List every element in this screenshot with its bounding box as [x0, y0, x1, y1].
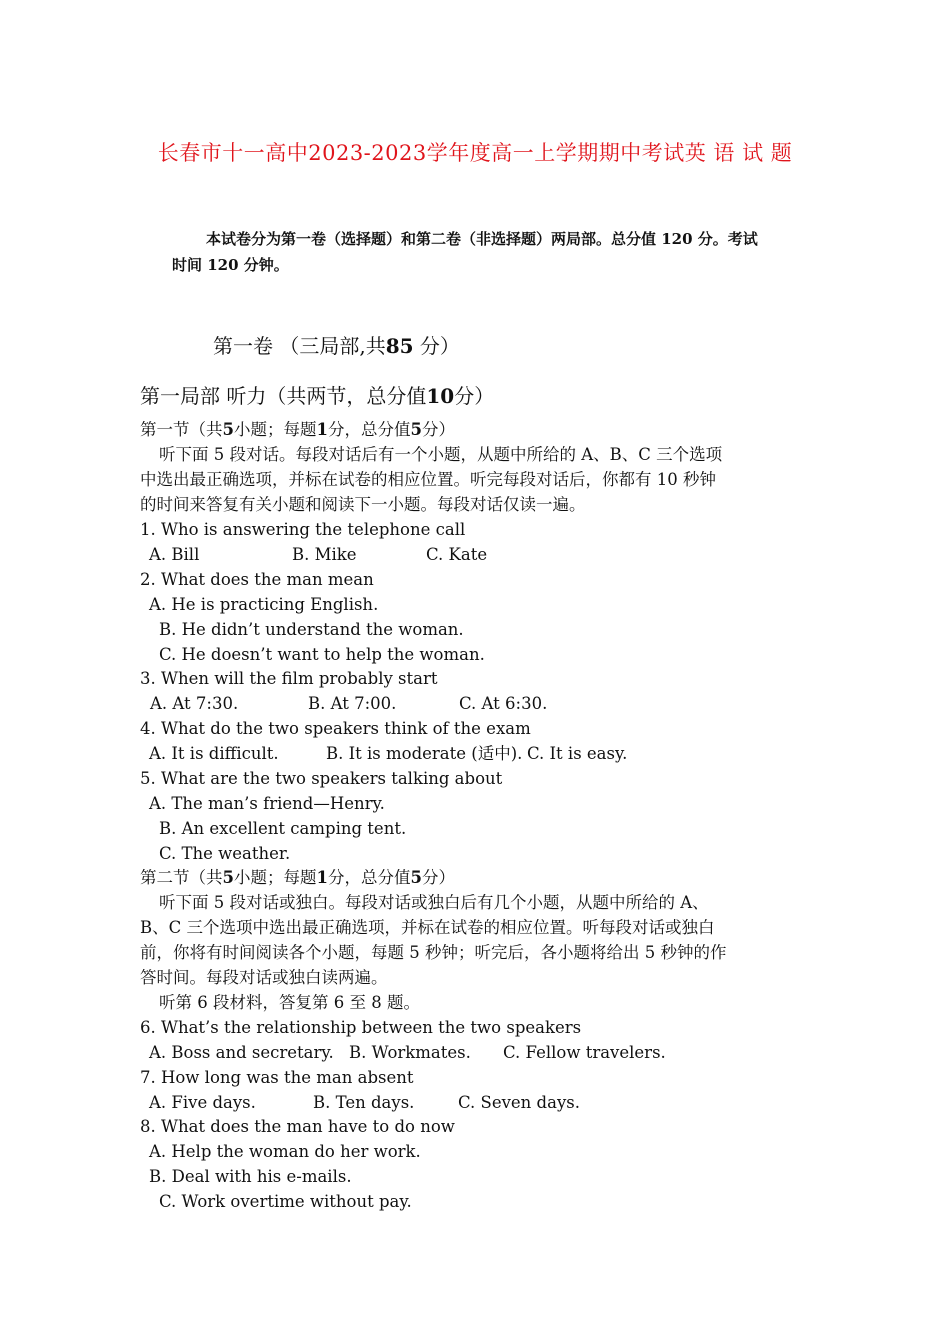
volume-heading — [213, 330, 460, 359]
question-2-stem: 2. What does the man mean — [140, 570, 374, 589]
exam-intro-line-1: 本试卷分为第一卷（选择题）和第二卷（非选择题）两局部。总分值 120 分。考试 — [206, 230, 758, 248]
question-2-option-b: B. He didn’t understand the woman. — [159, 620, 464, 639]
question-1-option-a: A. Bill — [149, 545, 200, 564]
section-1-question-count: 5 — [222, 420, 234, 439]
section-1-instruction-line: 的时间来答复有关小题和阅读下一小题。每段对话仅读一遍。 — [140, 495, 586, 514]
page-title: 长春市十一高中2023-2023学年度高一上学期期中考试英 语 试 题 — [157, 141, 793, 165]
question-2-option-c: C. He doesn’t want to help the woman. — [159, 645, 485, 664]
question-8-option-a: A. Help the woman do her work. — [149, 1142, 421, 1161]
question-3-stem: 3. When will the film probably start — [140, 669, 438, 688]
section-2-heading-text: 分） — [421, 868, 455, 887]
question-6-option-c: C. Fellow travelers. — [503, 1043, 666, 1062]
part-heading-pre: 第一局部 听力（共两节，总分值 — [140, 384, 427, 408]
question-8-option-c: C. Work overtime without pay. — [159, 1192, 412, 1211]
section-2-heading-text: 分，总分值 — [327, 868, 411, 887]
section-2-instruction-line: 答时间。每段对话或独白读两遍。 — [140, 968, 388, 987]
section-2-question-count: 5 — [222, 868, 234, 887]
part-score: 10 — [426, 384, 455, 408]
question-2-option-a: A. He is practicing English. — [149, 595, 379, 614]
volume-heading-post: 分） — [419, 334, 460, 358]
question-5-option-b: B. An excellent camping tent. — [159, 819, 407, 838]
section-2-heading-text: 小题；每题 — [233, 868, 317, 887]
section-1-point-each: 1 — [316, 420, 328, 439]
question-7-option-c: C. Seven days. — [458, 1093, 580, 1112]
question-3-option-b: B. At 7:00. — [308, 694, 397, 713]
question-7-option-b: B. Ten days. — [313, 1093, 415, 1112]
section-1-instruction-line: 听下面 5 段对话。每段对话后有一个小题，从题中所给的 A、B、C 三个选项 — [159, 445, 723, 464]
section-1-heading-text: 小题；每题 — [233, 420, 317, 439]
volume-heading-pre: 第一卷 （三局部,共 — [213, 334, 386, 358]
volume-score: 85 — [385, 334, 414, 358]
section-2-instruction-line: B、C 三个选项中选出最正确选项，并标在试卷的相应位置。听每段对话或独白 — [140, 918, 715, 937]
section-2-material-note: 听第 6 段材料，答复第 6 至 8 题。 — [159, 993, 420, 1012]
question-4-option-a: A. It is difficult. — [149, 744, 279, 763]
question-4-stem: 4. What do the two speakers think of the exam — [140, 719, 531, 738]
part-heading — [140, 380, 494, 409]
section-1-heading — [140, 418, 455, 443]
section-1-heading-text: 第一节（共 — [140, 420, 223, 439]
section-1-total-score: 5 — [410, 420, 422, 439]
question-7-stem: 7. How long was the man absent — [140, 1068, 414, 1087]
question-8-option-b: B. Deal with his e-mails. — [149, 1167, 352, 1186]
question-6-stem: 6. What’s the relationship between the two speakers — [140, 1018, 582, 1037]
section-2-instruction-line: 听下面 5 段对话或独白。每段对话或独白后有几个小题，从题中所给的 A、 — [159, 893, 709, 912]
question-5-option-a: A. The man’s friend—Henry. — [149, 794, 385, 813]
section-2-point-each: 1 — [316, 868, 328, 887]
question-3-option-c: C. At 6:30. — [459, 694, 548, 713]
section-2-instruction-line: 前，你将有时间阅读各个小题，每题 5 秒钟；听完后，各小题将给出 5 秒钟的作 — [140, 943, 727, 962]
question-1-option-c: C. Kate — [426, 545, 488, 564]
question-3-option-a: A. At 7:30. — [150, 694, 239, 713]
exam-intro-line-2: 时间 120 分钟。 — [172, 256, 289, 274]
question-5-stem: 5. What are the two speakers talking about — [140, 769, 503, 788]
question-8-stem: 8. What does the man have to do now — [140, 1117, 455, 1136]
section-1-heading-text: 分） — [421, 420, 455, 439]
part-heading-post: 分） — [454, 384, 495, 408]
question-6-option-b: B. Workmates. — [349, 1043, 471, 1062]
question-1-option-b: B. Mike — [292, 545, 357, 564]
question-7-option-a: A. Five days. — [149, 1093, 256, 1112]
section-1-heading-text: 分，总分值 — [327, 420, 411, 439]
question-5-option-c: C. The weather. — [159, 844, 291, 863]
section-2-heading-text: 第二节（共 — [140, 868, 223, 887]
question-4-option-c: C. It is easy. — [527, 744, 628, 763]
question-4-option-b: B. It is moderate (适中). — [326, 744, 523, 763]
section-2-heading — [140, 866, 455, 891]
section-1-instruction-line: 中选出最正确选项，并标在试卷的相应位置。听完每段对话后，你都有 10 秒钟 — [140, 470, 716, 489]
question-6-option-a: A. Boss and secretary. — [149, 1043, 334, 1062]
question-1-stem: 1. Who is answering the telephone call — [140, 520, 466, 539]
section-2-total-score: 5 — [410, 868, 422, 887]
